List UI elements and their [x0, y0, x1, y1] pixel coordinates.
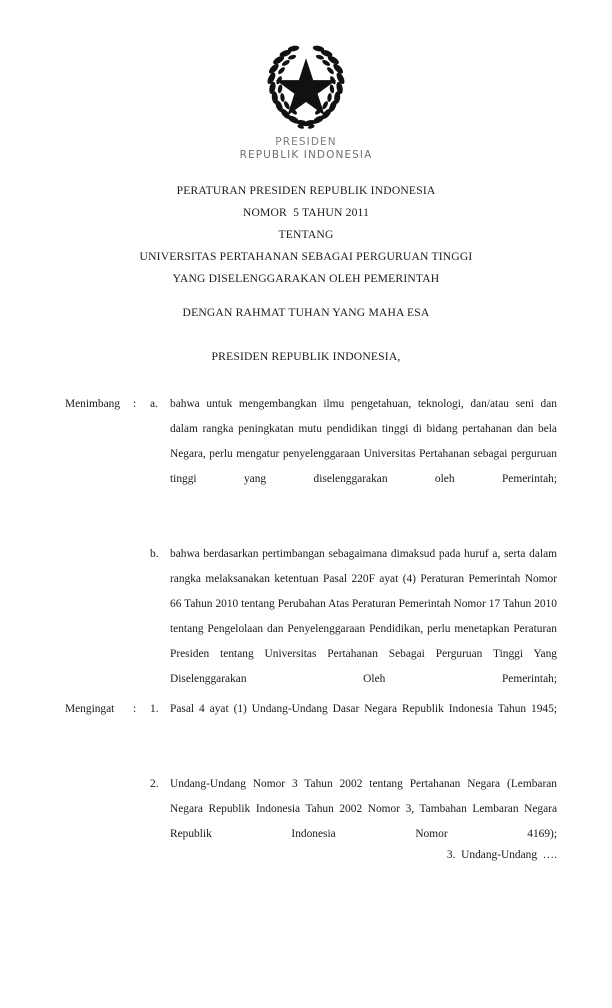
list-item-text: bahwa berdasarkan pertimbangan sebagaimana dimaksud pada huruf a, serta dalam rangka melaksanakan ketentuan Pasal 220F ayat (4) Peraturan Pemerintah Nomor 66 Tahun 2010 tentang Perubahan Atas Peraturan Pemerintah Nomor 17 Tahun 2010 tentang Pengelolaan dan Penyelenggaraan Pendidikan, perlu menetapkan Peraturan Presiden tentang Universitas Pertahanan Sebagai Perguruan Tinggi Yang Diselenggarakan Oleh Pemerintah; — [170, 548, 557, 685]
signatory-heading: PRESIDEN REPUBLIK INDONESIA, — [211, 350, 401, 363]
considering-label: Menimbang — [65, 398, 121, 410]
list-item-marker: a. — [150, 398, 158, 410]
emblem-caption-line1: PRESIDEN — [275, 136, 337, 148]
recalling-item-list — [150, 697, 557, 872]
recalling-section — [65, 697, 557, 872]
national-emblem-block — [0, 38, 612, 161]
list-item — [150, 542, 557, 717]
emblem-caption-line2: REPUBLIK INDONESIA — [239, 148, 373, 161]
page-catchword: 3. Undang-Undang …. — [446, 849, 557, 861]
title-line-tentang: TENTANG — [278, 228, 334, 241]
title-line-subject-2: YANG DISELENGGARAKAN OLEH PEMERINTAH — [172, 272, 440, 285]
list-item — [150, 392, 557, 517]
list-item-marker: 1. — [150, 703, 159, 715]
list-item-text: Undang-Undang Nomor 3 Tahun 2002 tentang Pertahanan Negara (Lembaran Negara Republik Indonesia Tahun 2002 Nomor 3, Tambahan Lembaran Negara Republik Indonesia Nomor 4169); — [170, 778, 557, 840]
considering-colon: : — [133, 398, 137, 410]
emblem-caption — [0, 136, 612, 161]
list-item-text: Pasal 4 ayat (1) Undang-Undang Dasar Negara Republik Indonesia Tahun 1945; — [170, 703, 557, 715]
list-item-text: bahwa untuk mengembangkan ilmu pengetahuan, teknologi, dan/atau seni dan dalam rangka peningkatan mutu pendidikan tinggi di bidang pertahanan dan bela Negara, perlu mengatur penyelenggaraan Universitas Pertahanan sebagai perguruan tinggi yang diselenggarakan oleh Pemerintah; — [170, 398, 557, 485]
title-line-regulation: PERATURAN PRESIDEN REPUBLIK INDONESIA — [176, 184, 436, 197]
title-line-subject-1: UNIVERSITAS PERTAHANAN SEBAGAI PERGURUAN TINGGI — [139, 250, 473, 263]
garuda-star-wreath-emblem — [258, 38, 354, 134]
recalling-colon: : — [133, 703, 137, 715]
list-item — [150, 697, 557, 747]
document-title-block — [0, 180, 612, 290]
considering-item-list — [150, 392, 557, 717]
recalling-label: Mengingat — [65, 703, 115, 715]
list-item-marker: b. — [150, 548, 159, 560]
title-line-number: NOMOR 5 TAHUN 2011 — [242, 206, 370, 219]
list-item-marker: 2. — [150, 778, 159, 790]
invocation-line: DENGAN RAHMAT TUHAN YANG MAHA ESA — [182, 306, 430, 319]
considering-section — [65, 392, 557, 717]
